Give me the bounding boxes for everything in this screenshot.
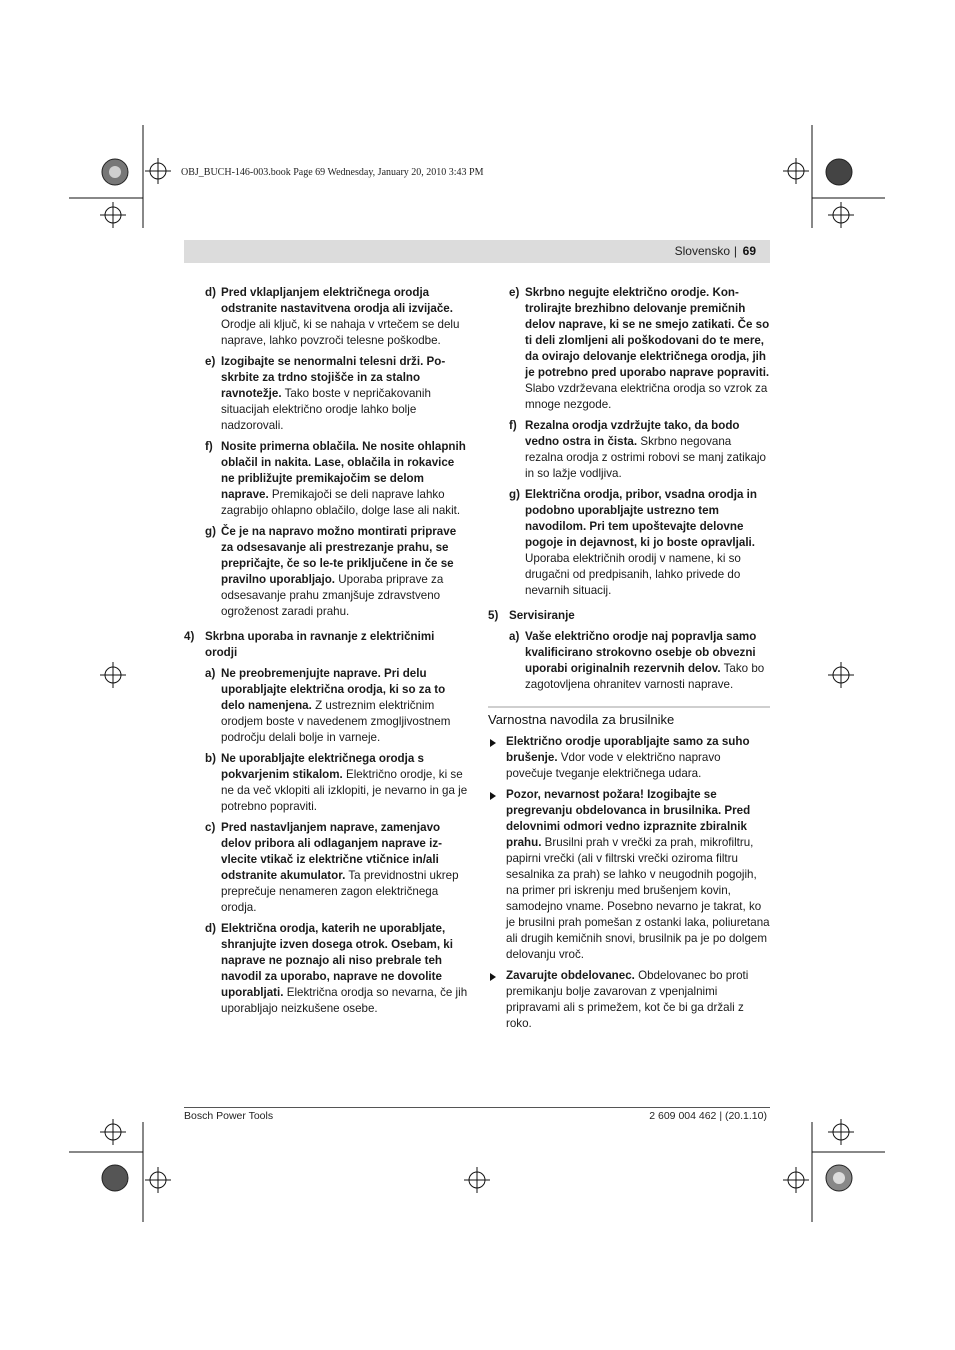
- list-item: e) Skrbno negujte električno orodje. Kontrolirajte brezhibno delovanje premičnih delov naprave, ki se ne smejo zatikati. Če so ti deli zlomljeni ali poškodovani do te mere, da ovirajo delovanje električnega orodja, jih je potrebno pred uporabo naprave popraviti. Slabo vzdrževana električna orodja so vzrok za mnoge nezgode.: [509, 286, 770, 411]
- print-info: OBJ_BUCH-146-003.book Page 69 Wednesday, January 20, 2010 3:43 PM: [181, 167, 484, 178]
- list-item: d) Električna orodja, katerih ne uporabljate, shranjujte izven dosega otrok. Osebam, ki naprave ne poznajo ali niso prebrale teh navodil za uporabo, naprave ne dovolite uporabljati. Električna orodja so nevarna, če jih uporabljajo neizkušene osebe.: [205, 922, 468, 1015]
- grinder-safety-heading: Varnostna navodila za brusilnike: [488, 706, 770, 728]
- triangle-bullet-icon: [490, 739, 496, 747]
- list-item: f) Nosite primerna oblačila. Ne nosite ohlapnih oblačil in nakita. Lase, oblačila in rokavice ne približujte premikajočim se delom naprave. Premikajoči se deli naprave lahko zagrabijo ohlapno oblačilo, dolge lase ali nakit.: [205, 440, 466, 517]
- bullet-item: Električno orodje uporabljajte samo za suho brušenje. Vdor vode v električno napravo povečuje tveganje električnega udara.: [488, 734, 770, 782]
- triangle-bullet-icon: [490, 792, 496, 800]
- footer-divider: [184, 1107, 770, 1108]
- list-item: f) Rezalna orodja vzdržujte tako, da bodo vedno ostra in čista. Skrbno negovana rezalna orodja z ostrimi robovi se manj zatikajo in so lažje vodljiva.: [509, 419, 766, 480]
- list-item: g) Če je na napravo možno montirati priprave za odsesavanje ali prestrezanje prahu, se prepričajte, če so le-te priključene in če se pravilno uporabljajo. Uporaba priprave za odsesavanje prahu zmanjšuje zdravstveno ogroženost zaradi prahu.: [205, 525, 457, 618]
- footer-brand: Bosch Power Tools: [184, 1110, 274, 1122]
- list-item: c) Pred nastavljanjem naprave, zamenjavo delov pribora ali odlaganjem naprave izvlecite vtikač iz električne vtičnice in/ali odstranite akumulator. Ta previdnostni ukrep preprečuje nenameren zagon električnega orodja.: [205, 821, 459, 914]
- bullet-item: Zavarujte obdelovanec. Obdelovanec bo proti premikanju bolje zavarovan z vpenjalnimi pripravami ali s primežem, kot če bi ga držali z roko.: [488, 968, 770, 1032]
- page-header: [184, 240, 770, 263]
- list-item: a) Vaše električno orodje naj popravlja samo kvalificirano strokovno osebje ob obvezni uporabi originalnih rezervnih delov. Tako bo zagotovljena ohranitev varnosti naprave.: [509, 630, 765, 691]
- header-language: Slovensko: [674, 244, 730, 258]
- header-separator: |: [733, 244, 737, 258]
- list-item: b) Ne uporabljajte električnega orodja s pokvarjenim stikalom. Električno orodje, ki se ne da več vklopiti ali izklopiti, je nevarno in ga je potrebno popraviti.: [205, 752, 468, 813]
- section-heading-4: 4) Skrbna uporaba in ravnanje z električnimi orodji: [184, 630, 435, 659]
- list-item: e) Izogibajte se nenormalni telesni drži. Poskrbite za trdno stojišče in za stalno ravnotežje. Tako boste v nepričakovanih situacijah električno orodje lahko bolje nadzorovali.: [205, 355, 446, 432]
- page-number: 69: [742, 244, 756, 258]
- list-item: g) Električna orodja, pribor, vsadna orodja in podobno uporabljajte ustrezno tem navodilom. Pri tem upoštevajte delovne pogoje in dejavnost, ki jo boste opravljali. Uporaba električnih orodij v namene, ki so drugačni od predpisanih, lahko privede do nevarnih situacij.: [509, 488, 757, 597]
- list-item: a) Ne preobremenjujte naprave. Pri delu uporabljajte električna orodja, ki so za to delo namenjena. Z ustreznim električnim orodjem boste v navedenem zmogljivostnem področju delali bolje in varneje.: [205, 667, 451, 744]
- list-item: d) Pred vklapljanjem električnega orodja odstranite nastavitvena orodja ali izvijače. Orodje ali ključ, ki se nahaja v vrtečem se delu naprave, lahko povzroči telesne poškodbe.: [205, 286, 460, 347]
- left-column: [184, 285, 468, 1022]
- bullet-item: Pozor, nevarnost požara! Izogibajte se pregrevanju obdelovanca in brusilnika. Pred delovnimi odmori vedno izpraznite zbiralnik prahu. Brusilni prah v vrečki za prah, mikrofiltru, papirni vrečki (ali v filtrski vrečki oziroma filtru sesalnika za prah) se lahko v neugodnih pogojih, na primer pri iskrenju med brušenjem kovin, samodejno vname. Posebno nevarno je takrat, ko je brusilni prah pomešan z ostanki laka, poliuretana ali drugih kemičnih snovi, brusilnik pa je po dolgem delovanju vroč.: [488, 787, 770, 963]
- triangle-bullet-icon: [490, 973, 496, 981]
- section-heading-5: 5) Servisiranje: [488, 609, 575, 622]
- right-column: [488, 285, 770, 1037]
- footer-doc-number: 2 609 004 462 | (20.1.10): [649, 1110, 767, 1122]
